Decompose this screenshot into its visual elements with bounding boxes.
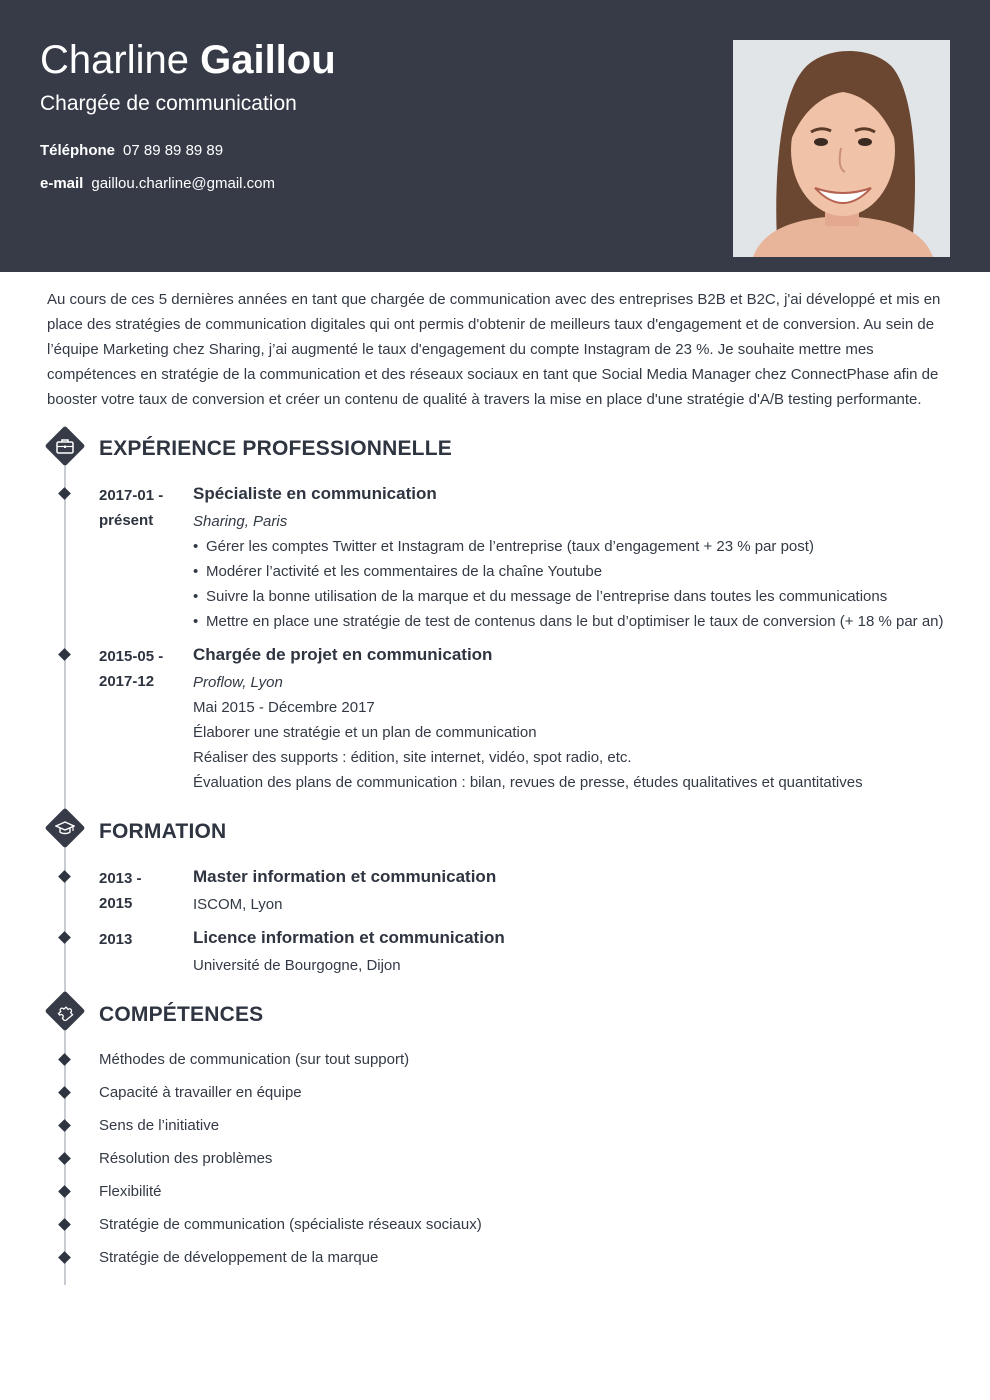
phone-value: 07 89 89 89 89 [123, 142, 224, 159]
experience-line: Mai 2015 - Décembre 2017 [193, 699, 375, 716]
email-row [40, 174, 275, 194]
full-name [40, 36, 336, 84]
bullet-icon: • [193, 538, 199, 555]
experience-company: Sharing, Paris [193, 513, 288, 530]
bullet-icon: • [193, 588, 199, 605]
experience-bullet: Mettre en place une stratégie de test de contenus dans le but d’optimiser le taux de conversion (+ 18 % par an) [206, 613, 944, 630]
experience-line: Évaluation des plans de communication : bilan, revues de presse, études qualitatives et quantitatives [193, 774, 863, 791]
bullet-icon: • [193, 613, 199, 630]
timeline-marker [58, 1218, 71, 1231]
experience-section-title: EXPÉRIENCE PROFESSIONNELLE [99, 437, 452, 460]
graduation-cap-icon [55, 818, 75, 838]
portrait-illustration [733, 40, 950, 257]
experience-job-title: Spécialiste en communication [193, 484, 437, 503]
timeline-marker [58, 1185, 71, 1198]
skill-item: Stratégie de communication (spécialiste réseaux sociaux) [99, 1216, 482, 1233]
last-name: Gaillou [200, 38, 336, 82]
first-name: Charline [40, 38, 189, 82]
date-start: 2015-05 - [99, 648, 164, 665]
date-end: 2017-12 [99, 673, 155, 690]
briefcase-icon [55, 436, 75, 456]
education-section-title: FORMATION [99, 820, 227, 843]
timeline-marker [58, 1053, 71, 1066]
timeline-marker [58, 648, 71, 661]
timeline-marker [58, 1119, 71, 1132]
timeline-marker [58, 1152, 71, 1165]
education-school: Université de Bourgogne, Dijon [193, 957, 401, 974]
experience-date [99, 644, 184, 694]
email-value[interactable]: gaillou.charline@gmail.com [91, 175, 275, 192]
skill-item: Flexibilité [99, 1183, 162, 1200]
experience-job-title: Chargée de projet en communication [193, 645, 493, 664]
experience-section-icon [48, 429, 82, 463]
education-school: ISCOM, Lyon [193, 896, 283, 913]
experience-bullet: Suivre la bonne utilisation de la marque et du message de l’entreprise dans toutes les communications [206, 588, 888, 605]
education-degree: Licence information et communication [193, 928, 505, 947]
timeline-marker [58, 1086, 71, 1099]
skill-item: Méthodes de communication (sur tout support) [99, 1051, 410, 1068]
education-degree: Master information et communication [193, 867, 497, 886]
date-end: présent [99, 512, 154, 529]
experience-bullet: Modérer l’activité et les commentaires de la chaîne Youtube [206, 563, 603, 580]
phone-row [40, 141, 223, 161]
email-label: e-mail [40, 175, 84, 192]
date-start: 2013 - [99, 870, 142, 887]
skill-item: Capacité à travailler en équipe [99, 1084, 302, 1101]
timeline-marker [58, 1251, 71, 1264]
puzzle-icon [55, 1001, 75, 1021]
education-date [99, 927, 184, 952]
experience-company: Proflow, Lyon [193, 674, 283, 691]
bullet-icon: • [193, 563, 199, 580]
profile-photo [733, 40, 950, 257]
date-end: 2015 [99, 895, 133, 912]
skills-section-title: COMPÉTENCES [99, 1003, 264, 1026]
timeline-marker [58, 931, 71, 944]
header-banner [0, 0, 990, 272]
timeline-marker [58, 870, 71, 883]
skill-item: Sens de l’initiative [99, 1117, 220, 1134]
skills-section-icon [48, 994, 82, 1028]
experience-bullet: Gérer les comptes Twitter et Instagram de l’entreprise (taux d’engagement + 23 % par post) [206, 538, 814, 555]
date-start: 2013 [99, 931, 133, 948]
experience-date [99, 483, 184, 533]
skill-item: Stratégie de développement de la marque [99, 1249, 379, 1266]
education-date [99, 866, 184, 916]
phone-label: Téléphone [40, 142, 116, 159]
skill-item: Résolution des problèmes [99, 1150, 273, 1167]
job-title: Chargée de communication [40, 92, 297, 115]
education-section-icon [48, 811, 82, 845]
profile-summary: Au cours de ces 5 dernières années en tant que chargée de communication avec des entreprises B2B et B2C, j'ai développé et mis en place des stratégies de communication digitales qui ont permis d'obtenir de meilleurs taux d'engagement et de conversion. Au sein de l’équipe Marketing chez Sharing, j’ai augmenté le taux d'engagement du compte Instagram de 23 %. Je souhaite mettre mes compétences en stratégie de la communication et des réseaux sociaux en tant que Social Media Manager chez ConnectPhase afin de booster votre taux de conversion et créer un contenu de qualité à travers la mise en place d'une stratégie d'A/B testing performante. [47, 291, 941, 408]
experience-line: Élaborer une stratégie et un plan de communication [193, 724, 537, 741]
date-start: 2017-01 - [99, 487, 164, 504]
experience-line: Réaliser des supports : édition, site internet, vidéo, spot radio, etc. [193, 749, 632, 766]
timeline-marker [58, 487, 71, 500]
